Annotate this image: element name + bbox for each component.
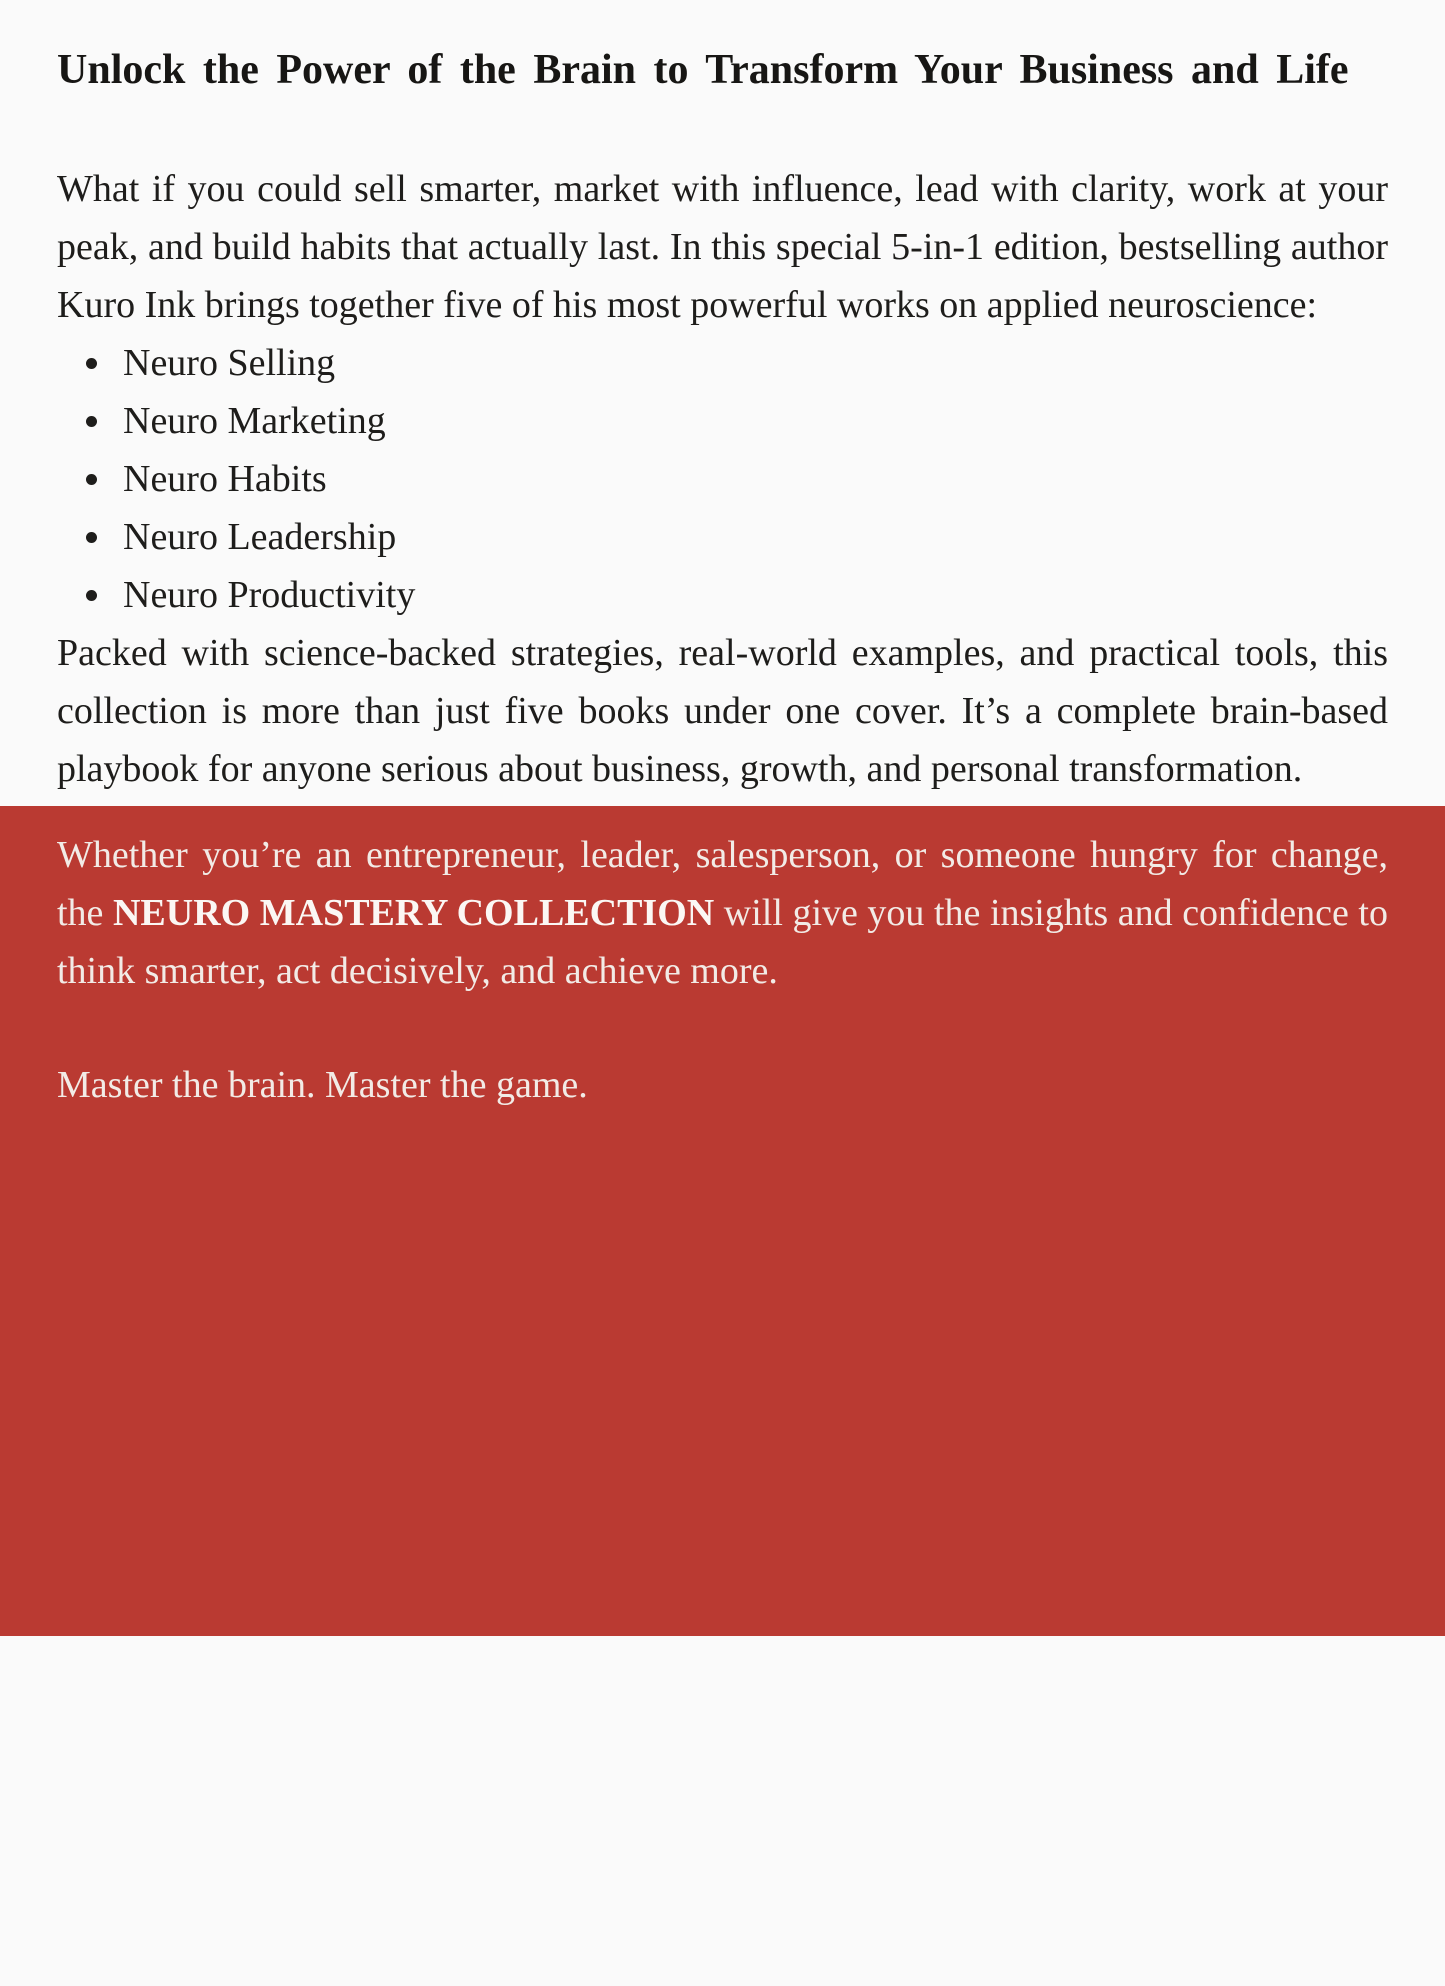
book-list [57, 334, 1388, 624]
page-title: Unlock the Power of the Brain to Transform Your Business and Life [57, 47, 1349, 93]
packed-paragraph: Packed with science-backed strategies, real-world examples, and practical tools, this collection is more than just five books under one cover. It’s a complete brain-based playbook for anyone serious about business, growth, and personal transformation. [57, 632, 1388, 790]
list-item: • Neuro Selling [115, 334, 1388, 392]
red-banner-section [0, 806, 1445, 1636]
audience-paragraph [57, 826, 1388, 1000]
list-item: • Neuro Marketing [115, 392, 1388, 450]
audience-paragraph-prefix: Whether you’re an entrepreneur, leader, salesperson, or someone hungry for change, the [57, 834, 1388, 934]
tagline: Master the brain. Master the game. [57, 1064, 588, 1106]
intro-paragraph: What if you could sell smarter, market with influence, lead with clarity, work at your peak, and build habits that actually last. In this special 5-in-1 edition, bestselling author Kuro Ink brings together five of his most powerful works on applied neuroscience: [57, 168, 1388, 326]
list-item: • Neuro Leadership [115, 508, 1388, 566]
description-top-section [0, 0, 1445, 798]
audience-paragraph-suffix: will give you the insights and confidence to think smarter, act decisively, and achieve more. [57, 892, 1388, 992]
list-item: • Neuro Habits [115, 450, 1388, 508]
collection-name: NEURO MASTERY COLLECTION [112, 892, 715, 934]
list-item: • Neuro Productivity [115, 566, 1388, 624]
